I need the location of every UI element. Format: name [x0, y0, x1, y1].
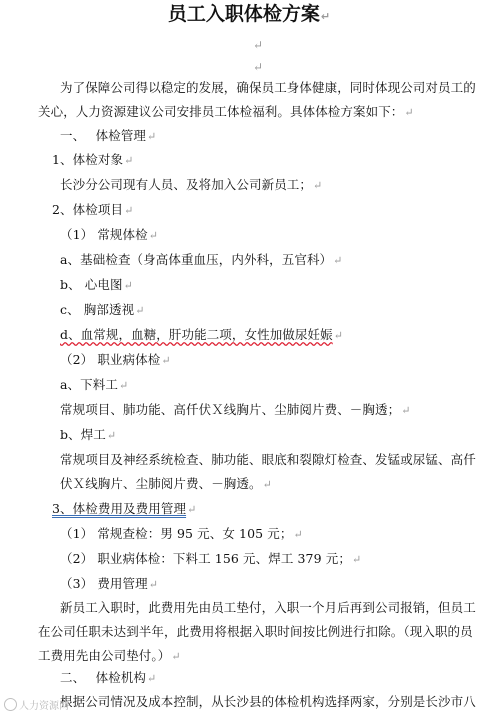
paragraph-mark-icon: ↵	[401, 404, 411, 417]
paragraph-mark-icon: ↵	[147, 130, 157, 143]
welder-detail-1: 常规项目及神经系统检查、肺功能、眼底和裂隙灯检查、发锰或尿锰、高仟	[60, 452, 476, 467]
paragraph-mark-icon: ↵	[320, 10, 331, 23]
subheading-exam-target: 1、体检对象↵	[52, 152, 134, 167]
document-title	[0, 2, 498, 29]
subheading-fees: 3、体检费用及费用管理↵	[52, 501, 197, 516]
fee-management-line-2: 在公司任职未达到半年，此费用将根据入职时间按比例进行扣除。（现入职的员	[38, 624, 473, 639]
section-heading-2: 二、 体检机构↵	[60, 670, 157, 685]
section-heading-1: 一、 体检管理↵	[60, 128, 157, 143]
item-occupational-exam: （2） 职业病体检↵	[60, 352, 171, 367]
paragraph-mark-icon: ↵	[333, 329, 344, 342]
item-b-ecg: b、 心电图↵	[60, 277, 133, 292]
paragraph-mark-icon: ↵	[118, 379, 129, 392]
paragraph-mark-icon: ↵	[161, 354, 171, 367]
paragraph-mark-icon: ↵	[253, 60, 264, 74]
paragraph-mark-icon: ↵	[124, 154, 134, 167]
watermark-logo-icon	[4, 698, 17, 711]
item-b-welder: b、焊工↵	[60, 427, 117, 442]
cutter-detail: 常规项目、肺功能、高仟伏Ｘ线胸片、尘肺阅片费、－胸透；↵	[60, 402, 411, 417]
paragraph-mark-icon: ↵	[313, 179, 323, 192]
target-text: 长沙分公司现有人员、及将加入公司新员工；↵	[60, 177, 323, 192]
paragraph-mark-icon: ↵	[148, 578, 159, 591]
paragraph-mark-icon: ↵	[171, 650, 181, 663]
watermark-text: 人力资源网	[19, 701, 69, 712]
intro-line-2: 关心，人力资源建议公司安排员工体检福利。具体体检方案如下：↵	[38, 104, 414, 119]
paragraph-mark-icon: ↵	[262, 478, 272, 491]
item-routine-exam: （1） 常规体检↵	[60, 227, 159, 242]
item-c-chest: c、 胸部透视↵	[60, 302, 145, 317]
fee-occupational: （2） 职业病体检：下料工 156 元、焊工 379 元；↵	[60, 551, 362, 566]
paragraph-mark-icon: ↵	[351, 553, 362, 566]
paragraph-mark-icon: ↵	[187, 503, 197, 516]
fee-management-line-1: 新员工入职时，此费用先由员工垫付，入职一个月后再到公司报销，但员工	[60, 600, 476, 615]
paragraph-mark-icon: ↵	[135, 304, 145, 317]
paragraph-mark-icon: ↵	[253, 38, 264, 52]
paragraph-mark-icon: ↵	[293, 528, 303, 541]
fee-management-line-3: 工费用先由公司垫付。）↵	[38, 648, 181, 663]
paragraph-mark-icon: ↵	[124, 204, 134, 217]
institution-line-1: 根据公司情况及成本控制，从长沙县的体检机构选择两家，分别是长沙市八	[60, 694, 476, 709]
welder-detail-2: 伏Ｘ线胸片、尘肺阅片费、－胸透。↵	[60, 476, 272, 491]
fee-management-heading: （3） 费用管理↵	[60, 576, 159, 591]
paragraph-mark-icon: ↵	[333, 254, 343, 267]
title-text: 员工入职体检方案	[167, 3, 320, 25]
item-a-basic: a、基础检查（身高体重血压，内外科，五官科）↵	[60, 252, 343, 267]
fee-routine: （1） 常规查检：男 95 元、女 105 元；↵	[60, 526, 303, 541]
subheading-exam-items: 2、体检项目↵	[52, 202, 134, 217]
paragraph-mark-icon: ↵	[106, 429, 117, 442]
watermark	[4, 697, 69, 712]
paragraph-mark-icon: ↵	[123, 279, 133, 292]
item-d-blood: d、血常规，血糖，肝功能二项，女性加做尿妊娠↵	[60, 327, 344, 342]
intro-line-1: 为了保障公司得以稳定的发展，确保员工身体健康，同时体现公司对员工的	[60, 80, 476, 95]
item-a-cutter: a、下料工↵	[60, 377, 129, 392]
paragraph-mark-icon: ↵	[148, 229, 159, 242]
paragraph-mark-icon: ↵	[404, 106, 414, 119]
paragraph-mark-icon: ↵	[147, 672, 157, 685]
